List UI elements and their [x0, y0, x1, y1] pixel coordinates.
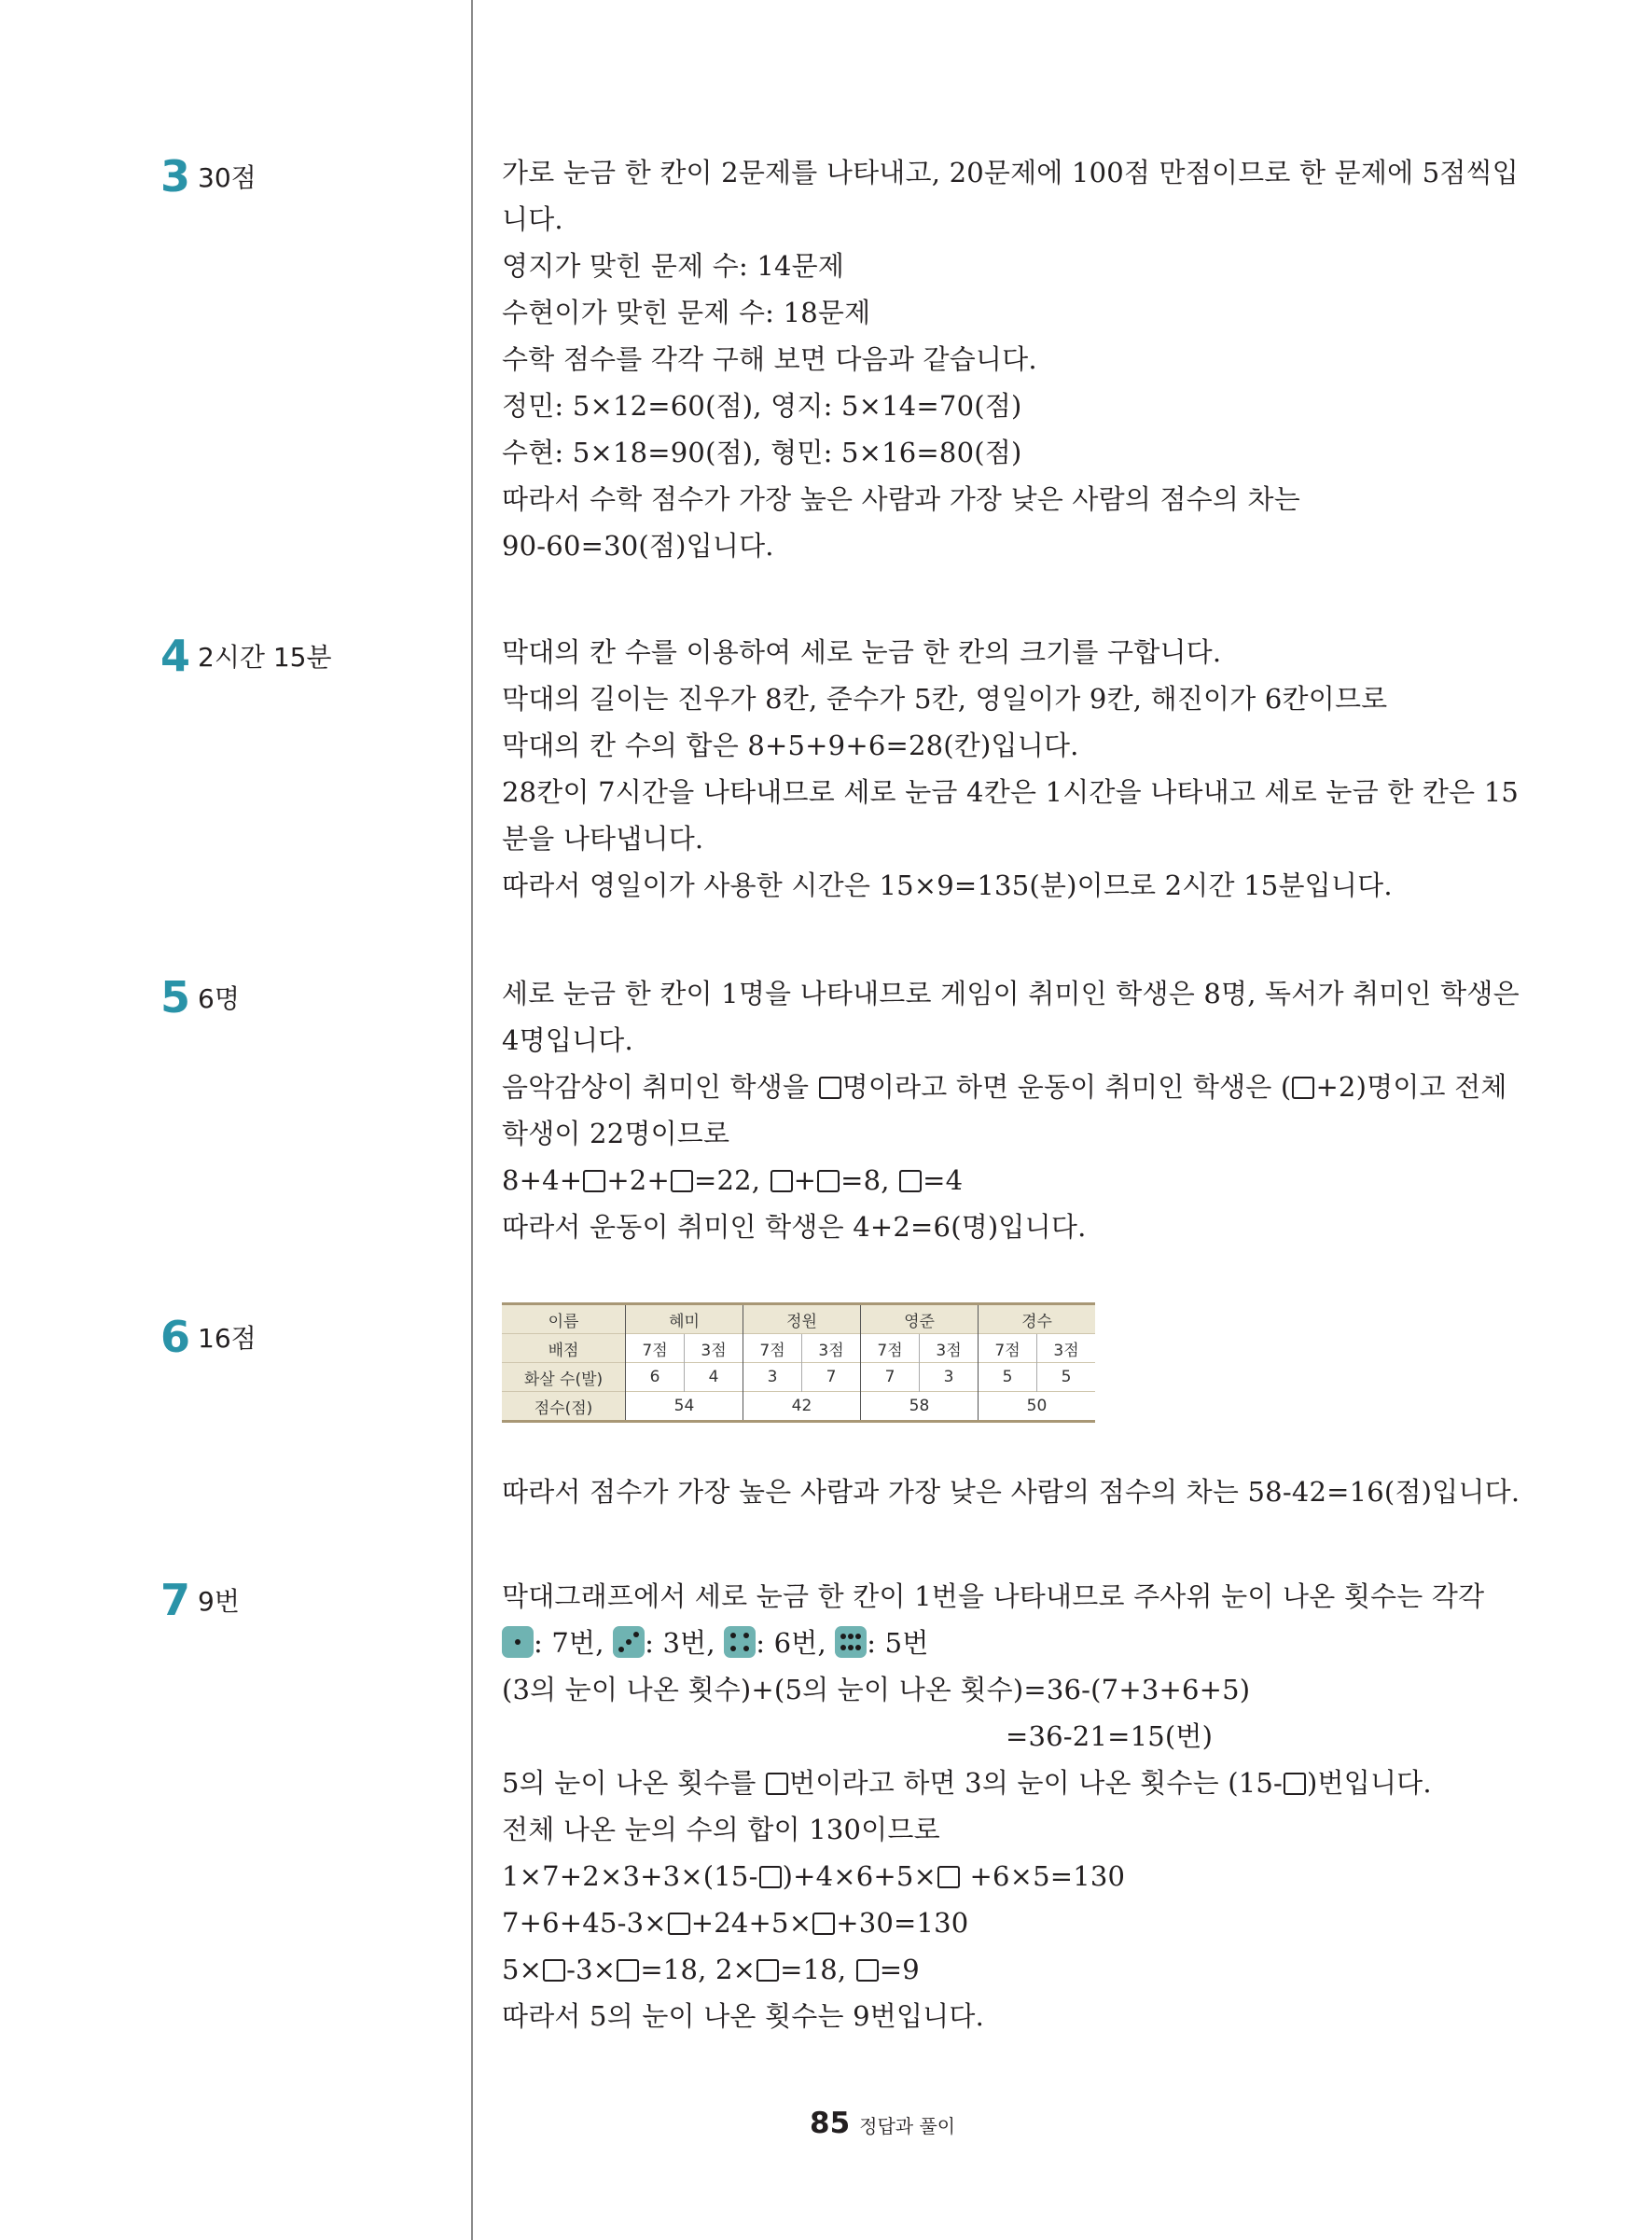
- score-table: [502, 1302, 1095, 1423]
- blank-box: [543, 1959, 565, 1982]
- solution-line: =36-21=15(번): [1006, 1720, 1214, 1752]
- solution: [502, 970, 1520, 1250]
- text-fragment: )+4×6+5×: [782, 1860, 937, 1892]
- die-three-icon: [613, 1626, 645, 1658]
- solution-line: 분을 나타냅니다.: [502, 823, 704, 855]
- text-fragment: : 5번: [867, 1627, 929, 1659]
- text-fragment: : 7번,: [534, 1627, 614, 1659]
- answer: 30점: [198, 162, 257, 193]
- table-cell: 58: [861, 1392, 979, 1422]
- text-fragment: +30=130: [836, 1907, 969, 1939]
- solution-line: 수현: 5×18=90(점), 형민: 5×16=80(점): [502, 437, 1022, 468]
- table-cell: 7점: [861, 1334, 920, 1363]
- table-cell: 3점: [920, 1334, 979, 1363]
- solution-line: 수현이가 맞힌 문제 수: 18문제: [502, 297, 871, 328]
- blank-box: [766, 1773, 788, 1795]
- blank-box: [757, 1959, 779, 1982]
- die-four-icon: [724, 1626, 756, 1658]
- text-fragment: )번입니다.: [1307, 1767, 1432, 1799]
- text-fragment: +: [793, 1164, 817, 1196]
- solution-line: 4명입니다.: [502, 1024, 633, 1056]
- solution-line: 수학 점수를 각각 구해 보면 다음과 같습니다.: [502, 343, 1037, 375]
- blank-box: [899, 1170, 922, 1192]
- solution-line: [502, 1853, 1491, 1899]
- solution: [502, 149, 1519, 569]
- solution-line: [502, 1620, 1491, 1666]
- text-fragment: 5×: [502, 1954, 543, 1985]
- table-cell: 3: [920, 1363, 979, 1392]
- table-row: [502, 1363, 1095, 1392]
- text-fragment: =9: [879, 1954, 920, 1985]
- die-six-icon: [835, 1626, 867, 1658]
- solution-line: [502, 1946, 1491, 1993]
- solution-line: 니다.: [502, 203, 563, 235]
- answer: 2시간 15분: [198, 642, 332, 673]
- blank-box: [583, 1170, 605, 1192]
- solution-line: 막대의 길이는 진우가 8칸, 준수가 5칸, 영일이가 9칸, 해진이가 6칸이므로: [502, 683, 1388, 715]
- solution-line: 따라서 5의 눈이 나온 횟수는 9번입니다.: [502, 2000, 985, 2032]
- blank-box: [617, 1959, 639, 1982]
- blank-box: [671, 1170, 693, 1192]
- solution-line: [502, 1760, 1491, 1806]
- solution-line: (3의 눈이 나온 횟수)+(5의 눈이 나온 횟수)=36-(7+3+6+5): [502, 1674, 1251, 1705]
- solution-line: 전체 나온 눈의 수의 합이 130이므로: [502, 1814, 940, 1845]
- question-number: 7: [160, 1575, 191, 1625]
- table-cell: 3: [743, 1363, 802, 1392]
- blank-box: [856, 1959, 879, 1982]
- text-fragment: 음악감상이 취미인 학생을: [502, 1071, 818, 1103]
- solution-line: [502, 1064, 1507, 1110]
- row-label: 이름: [502, 1304, 626, 1334]
- blank-box: [819, 1077, 841, 1099]
- page-number: 85: [810, 2107, 851, 2140]
- die-one-icon: [502, 1626, 534, 1658]
- solution: [502, 1573, 1491, 2039]
- text-fragment: +24+5×: [690, 1907, 812, 1939]
- column-divider: [471, 0, 473, 2240]
- table-cell: 3점: [685, 1334, 743, 1363]
- solution: [502, 629, 1519, 909]
- question-header: [160, 151, 257, 202]
- solution-line: 세로 눈금 한 칸이 1명을 나타내므로 게임이 취미인 학생은 8명, 독서가 취미인 학생은: [502, 978, 1520, 1009]
- text-fragment: +2)명이고 전체: [1315, 1071, 1507, 1103]
- text-fragment: 7+6+45-3×: [502, 1907, 667, 1939]
- table-cell: 54: [626, 1392, 743, 1422]
- solution-line: 정민: 5×12=60(점), 영지: 5×14=70(점): [502, 390, 1022, 422]
- table-cell: 4: [685, 1363, 743, 1392]
- text-fragment: =22,: [693, 1164, 770, 1196]
- solution-line: 영지가 맞힌 문제 수: 14문제: [502, 250, 845, 282]
- solution-line: 막대그래프에서 세로 눈금 한 칸이 1번을 나타내므로 주사위 눈이 나온 횟수는 각각: [502, 1580, 1485, 1612]
- solution-line: 따라서 수학 점수가 가장 높은 사람과 가장 낮은 사람의 점수의 차는: [502, 483, 1300, 515]
- answer: 16점: [198, 1323, 257, 1354]
- row-label: 점수(점): [502, 1392, 626, 1422]
- row-label: 화살 수(발): [502, 1363, 626, 1392]
- name-cell: 영준: [861, 1304, 979, 1334]
- text-fragment: 명이라고 하면 운동이 취미인 학생은 (: [841, 1071, 1292, 1103]
- blank-box: [937, 1866, 960, 1888]
- solution-line: 따라서 영일이가 사용한 시간은 15×9=135(분)이므로 2시간 15분입니다.: [502, 870, 1393, 901]
- text-fragment: 1×7+2×3+3×(15-: [502, 1860, 758, 1892]
- text-fragment: 8+4+: [502, 1164, 583, 1196]
- solution-line: [502, 1157, 1491, 1203]
- table-cell: 7점: [979, 1334, 1037, 1363]
- question-number: 3: [160, 151, 191, 202]
- table-cell: 42: [743, 1392, 861, 1422]
- solution-line: [502, 1899, 1491, 1946]
- solution-line: 학생이 22명이므로: [502, 1118, 730, 1149]
- blank-box: [1292, 1077, 1314, 1099]
- text-fragment: +6×5=130: [961, 1860, 1126, 1892]
- question-header: [160, 1312, 257, 1362]
- solution-line: 막대의 칸 수를 이용하여 세로 눈금 한 칸의 크기를 구합니다.: [502, 636, 1222, 668]
- question-header: [160, 631, 332, 681]
- text-fragment: =18,: [780, 1954, 855, 1985]
- solution-line: 90-60=30(점)입니다.: [502, 530, 774, 562]
- blank-box: [759, 1866, 782, 1888]
- text-fragment: 번이라고 하면 3의 눈이 나온 횟수는 (15-: [789, 1767, 1284, 1799]
- text-fragment: +2+: [606, 1164, 670, 1196]
- table-row: [502, 1334, 1095, 1363]
- solution-line: 28칸이 7시간을 나타내므로 세로 눈금 4칸은 1시간을 나타내고 세로 눈금 한 칸은 15: [502, 776, 1519, 808]
- page-label: 정답과 풀이: [859, 2115, 956, 2137]
- table-cell: 7점: [626, 1334, 685, 1363]
- solution-line: 따라서 운동이 취미인 학생은 4+2=6(명)입니다.: [502, 1211, 1087, 1243]
- table-cell: 7: [802, 1363, 861, 1392]
- blank-box: [770, 1170, 793, 1192]
- blank-box: [668, 1913, 690, 1935]
- text-fragment: =8,: [840, 1164, 899, 1196]
- text-fragment: 5의 눈이 나온 횟수를: [502, 1767, 766, 1799]
- table-cell: 6: [626, 1363, 685, 1392]
- text-fragment: =4: [923, 1164, 964, 1196]
- text-fragment: -3×: [566, 1954, 617, 1985]
- table-cell: 7: [861, 1363, 920, 1392]
- name-cell: 혜미: [626, 1304, 743, 1334]
- name-cell: 정원: [743, 1304, 861, 1334]
- text-fragment: : 3번,: [645, 1627, 725, 1659]
- answer: 6명: [198, 983, 240, 1014]
- table-cell: 3점: [802, 1334, 861, 1363]
- solution-line: 따라서 점수가 가장 높은 사람과 가장 낮은 사람의 점수의 차는 58-42=16(점)입니다.: [502, 1476, 1520, 1508]
- question-number: 5: [160, 972, 191, 1023]
- table-cell: 7점: [743, 1334, 802, 1363]
- table-cell: 50: [979, 1392, 1096, 1422]
- row-label: 배점: [502, 1334, 626, 1363]
- table-row: [502, 1304, 1095, 1334]
- solution-line: 막대의 칸 수의 합은 8+5+9+6=28(칸)입니다.: [502, 730, 1079, 761]
- name-cell: 경수: [979, 1304, 1096, 1334]
- question-header: [160, 1575, 240, 1625]
- table-row: [502, 1392, 1095, 1422]
- blank-box: [1284, 1773, 1306, 1795]
- answer: 9번: [198, 1586, 240, 1617]
- question-number: 6: [160, 1312, 191, 1362]
- page-footer: [810, 2107, 955, 2140]
- table-cell: 5: [979, 1363, 1037, 1392]
- table-cell: 5: [1037, 1363, 1096, 1392]
- question-header: [160, 972, 240, 1023]
- blank-box: [812, 1913, 835, 1935]
- table-cell: 3점: [1037, 1334, 1096, 1363]
- question-number: 4: [160, 631, 191, 681]
- blank-box: [817, 1170, 840, 1192]
- solution-line: 가로 눈금 한 칸이 2문제를 나타내고, 20문제에 100점 만점이므로 한 문제에 5점씩입: [502, 157, 1519, 188]
- solution: [502, 1468, 1520, 1515]
- text-fragment: : 6번,: [756, 1627, 836, 1659]
- text-fragment: =18, 2×: [640, 1954, 757, 1985]
